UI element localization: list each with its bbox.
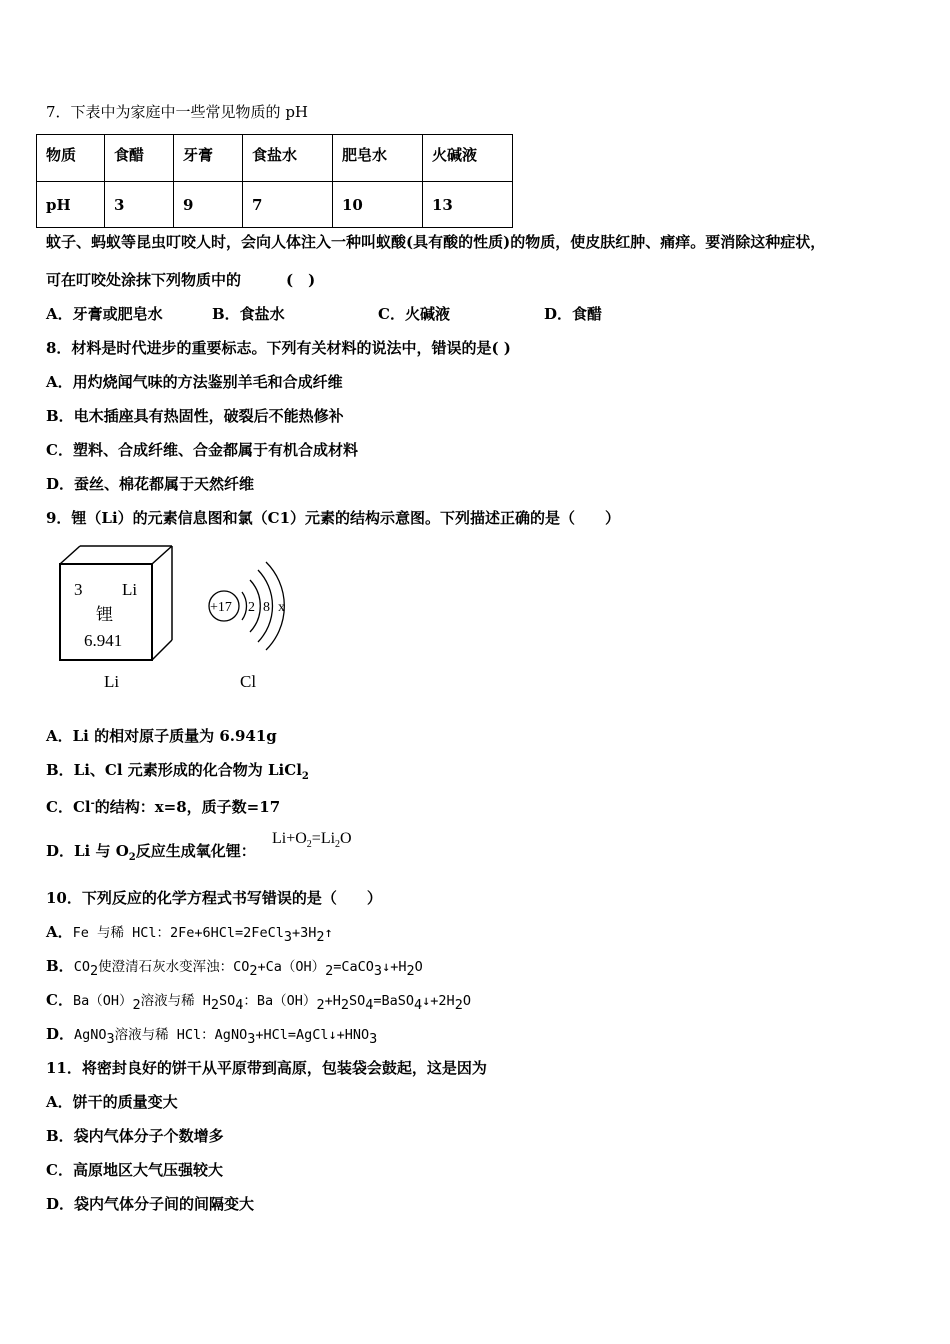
ph-table (36, 134, 513, 228)
q11-option-c: C．高原地区大气压强较大 (46, 1161, 223, 1179)
li-caption: Li (104, 672, 120, 691)
table-header-cell: pH (37, 182, 105, 228)
q11-stem: 11．将密封良好的饼干从平原带到高原，包装袋会鼓起，这是因为 (46, 1059, 487, 1077)
li-atomic-number: 3 (74, 580, 83, 599)
li-element-card (60, 546, 172, 691)
q11-option-a: A．饼干的质量变大 (46, 1093, 178, 1111)
table-cell: 3 (105, 182, 174, 228)
table-header-cell: 物质 (37, 135, 105, 182)
table-cell: 牙膏 (174, 135, 243, 182)
cl-shell-3: x (278, 600, 285, 615)
q9-option-b: B．Li、Cl 元素形成的化合物为 LiCl$_2$ (46, 761, 309, 782)
li-atomic-mass: 6.941 (84, 631, 123, 650)
q10-option-b: B．$CO_2$使澄清石灰水变浑浊：$CO_2+Ca(OH)_2=CaCO_3↓+H_2O$ (46, 957, 423, 979)
cl-structure-diagram (209, 562, 285, 691)
cl-shell-2: 8 (263, 600, 270, 615)
q8-stem: 8．材料是时代进步的重要标志。下列有关材料的说法中，错误的是( ) (46, 339, 511, 357)
q8-option-a: A．用灼烧闻气味的方法鉴别羊毛和合成纤维 (46, 373, 343, 391)
q8-option-c: C．塑料、合成纤维、合金都属于有机合成材料 (46, 441, 358, 459)
q7-option-d: D．食醋 (544, 305, 603, 323)
q10-option-a: A．Fe 与稀 HCl：$2Fe+6HCl=2FeCl_3+3H_2↑$ (46, 923, 333, 945)
q10-option-c: C．$Ba(OH)_2$溶液与稀 $H_2SO_4$：$Ba(OH)_2+H_2SO_4=BaSO_4↓+2H_2O$ (46, 991, 471, 1013)
table-cell: 食醋 (105, 135, 174, 182)
q9-option-a: A．Li 的相对原子质量为 6.941g (46, 727, 277, 745)
q8-option-d: D．蚕丝、棉花都属于天然纤维 (46, 475, 255, 493)
cl-nucleus: +17 (210, 600, 232, 615)
table-cell: 13 (423, 182, 513, 228)
q7-option-a: A．牙膏或肥皂水 (46, 305, 163, 323)
q7-text-1: 蚊子、蚂蚁等昆虫叮咬人时，会向人体注入一种叫蚁酸(具有酸的性质)的物质，使皮肤红肿、痛痒。要消除这种症状， (46, 233, 826, 251)
li-symbol: Li (122, 580, 138, 599)
q9-stem: 9．锂（Li）的元素信息图和氯（C1）元素的结构示意图。下列描述正确的是（ ） (46, 509, 621, 527)
table-cell: 肥皂水 (333, 135, 423, 182)
li-oxide-equation: $Li+O_2=Li_2O$ (272, 830, 352, 851)
q11-option-d: D．袋内气体分子间的间隔变大 (46, 1195, 255, 1213)
table-cell: 火碱液 (423, 135, 513, 182)
cl-shell-1: 2 (248, 600, 255, 615)
q9-option-c: C．Cl-的结构：x=8，质子数=17 (46, 798, 281, 816)
q8-option-b: B．电木插座具有热固性，破裂后不能热修补 (46, 407, 344, 425)
cl-caption: Cl (240, 672, 257, 691)
li-name: 锂 (96, 605, 113, 624)
table-row (37, 135, 513, 182)
q7-option-c: C．火碱液 (378, 305, 450, 323)
q10-stem: 10．下列反应的化学方程式书写错误的是（ ） (46, 889, 382, 907)
table-row (37, 182, 513, 228)
q7-stem: 7．下表中为家庭中一些常见物质的 pH (46, 103, 308, 121)
q9-option-d: D．Li 与 $O_2$反应生成氧化锂： (46, 842, 256, 863)
q7-option-b: B．食盐水 (212, 305, 285, 323)
table-cell: 食盐水 (243, 135, 333, 182)
table-cell: 9 (174, 182, 243, 228)
table-cell: 7 (243, 182, 333, 228)
q9-figure (50, 540, 310, 700)
q7-text-2: 可在叮咬处涂抹下列物质中的 ( ) (46, 271, 316, 289)
q11-option-b: B．袋内气体分子个数增多 (46, 1127, 224, 1145)
table-cell: 10 (333, 182, 423, 228)
q10-option-d: D．AgNO$_3$溶液与稀 HCl：$AgNO_3+HCl=AgCl↓+HNO_3$ (46, 1025, 378, 1047)
